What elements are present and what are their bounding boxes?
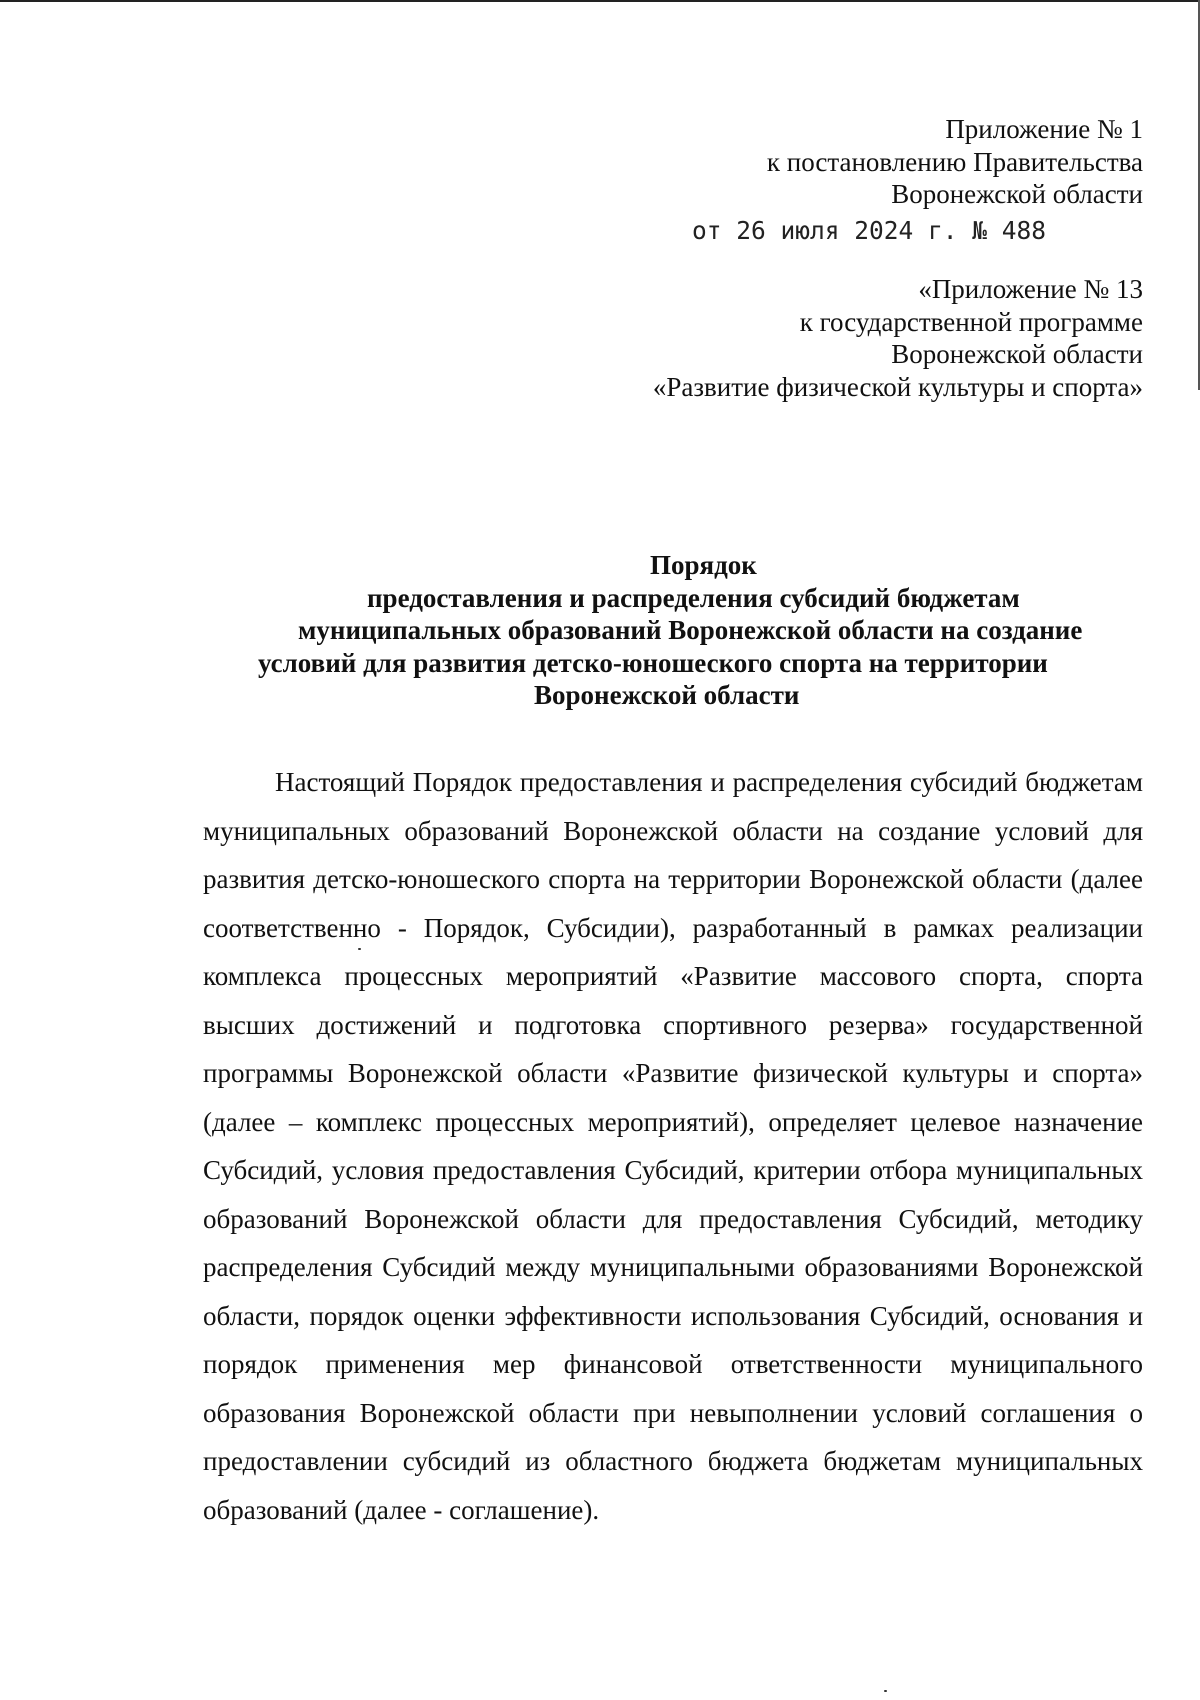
appendix-number: Приложение № 1 — [945, 114, 1143, 144]
appendix-reference: к постановлению Правительства — [766, 146, 1143, 177]
scan-border-top — [0, 0, 1200, 2]
title-line-1: Порядок — [650, 550, 757, 580]
program-appendix-region: Воронежской области — [891, 339, 1143, 369]
scan-speck — [884, 1690, 887, 1692]
appendix-header — [767, 113, 1143, 211]
title-line-2: предоставления и распределения субсидий бюджетам — [367, 582, 1020, 613]
program-appendix-name: «Развитие физической культуры и спорта» — [652, 371, 1143, 402]
title-line-3: муниципальных образований Воронежской области на создание — [298, 615, 1083, 645]
title-line-5: Воронежской области — [534, 680, 800, 710]
program-appendix-header — [653, 273, 1143, 403]
resolution-date: от 26 июля 2024 г. № 488 — [692, 216, 1047, 245]
program-appendix-number: «Приложение № 13 — [918, 274, 1143, 304]
document-title — [200, 549, 1083, 712]
appendix-region: Воронежской области — [891, 179, 1143, 209]
body-paragraph: Настоящий Порядок предоставления и распределения субсидий бюджетам муниципальных образований Воронежской области на создание условий для развития детско-юношеского спорта на территории Воронежской области (далее соответственно - Порядок, Субсидии), разработанный в рамках реализации комплекса процессных мероприятий «Развитие массового спорта, спорта высших достижений и подготовка спортивного резерва» государственной программы Воронежской области «Развитие физической культуры и спорта» (далее – комплекс процессных мероприятий), определяет целевое назначение Субсидий, условия предоставления Субсидий, критерии отбора муниципальных образований Воронежской области для предоставления Субсидий, методику распределения Субсидий между муниципальными образованиями Воронежской области, порядок оценки эффективности использования Субсидий, основания и порядок применения мер финансовой ответственности муниципального образования Воронежской области при невыполнении условий соглашения о предоставлении субсидий из областного бюджета бюджетам муниципальных образований (далее - соглашение). — [203, 767, 1143, 1525]
program-appendix-reference: к государственной программе — [799, 306, 1143, 337]
scan-speck — [358, 948, 361, 950]
title-line-4: условий для развития детско-юношеского спорта на территории — [258, 647, 1048, 678]
